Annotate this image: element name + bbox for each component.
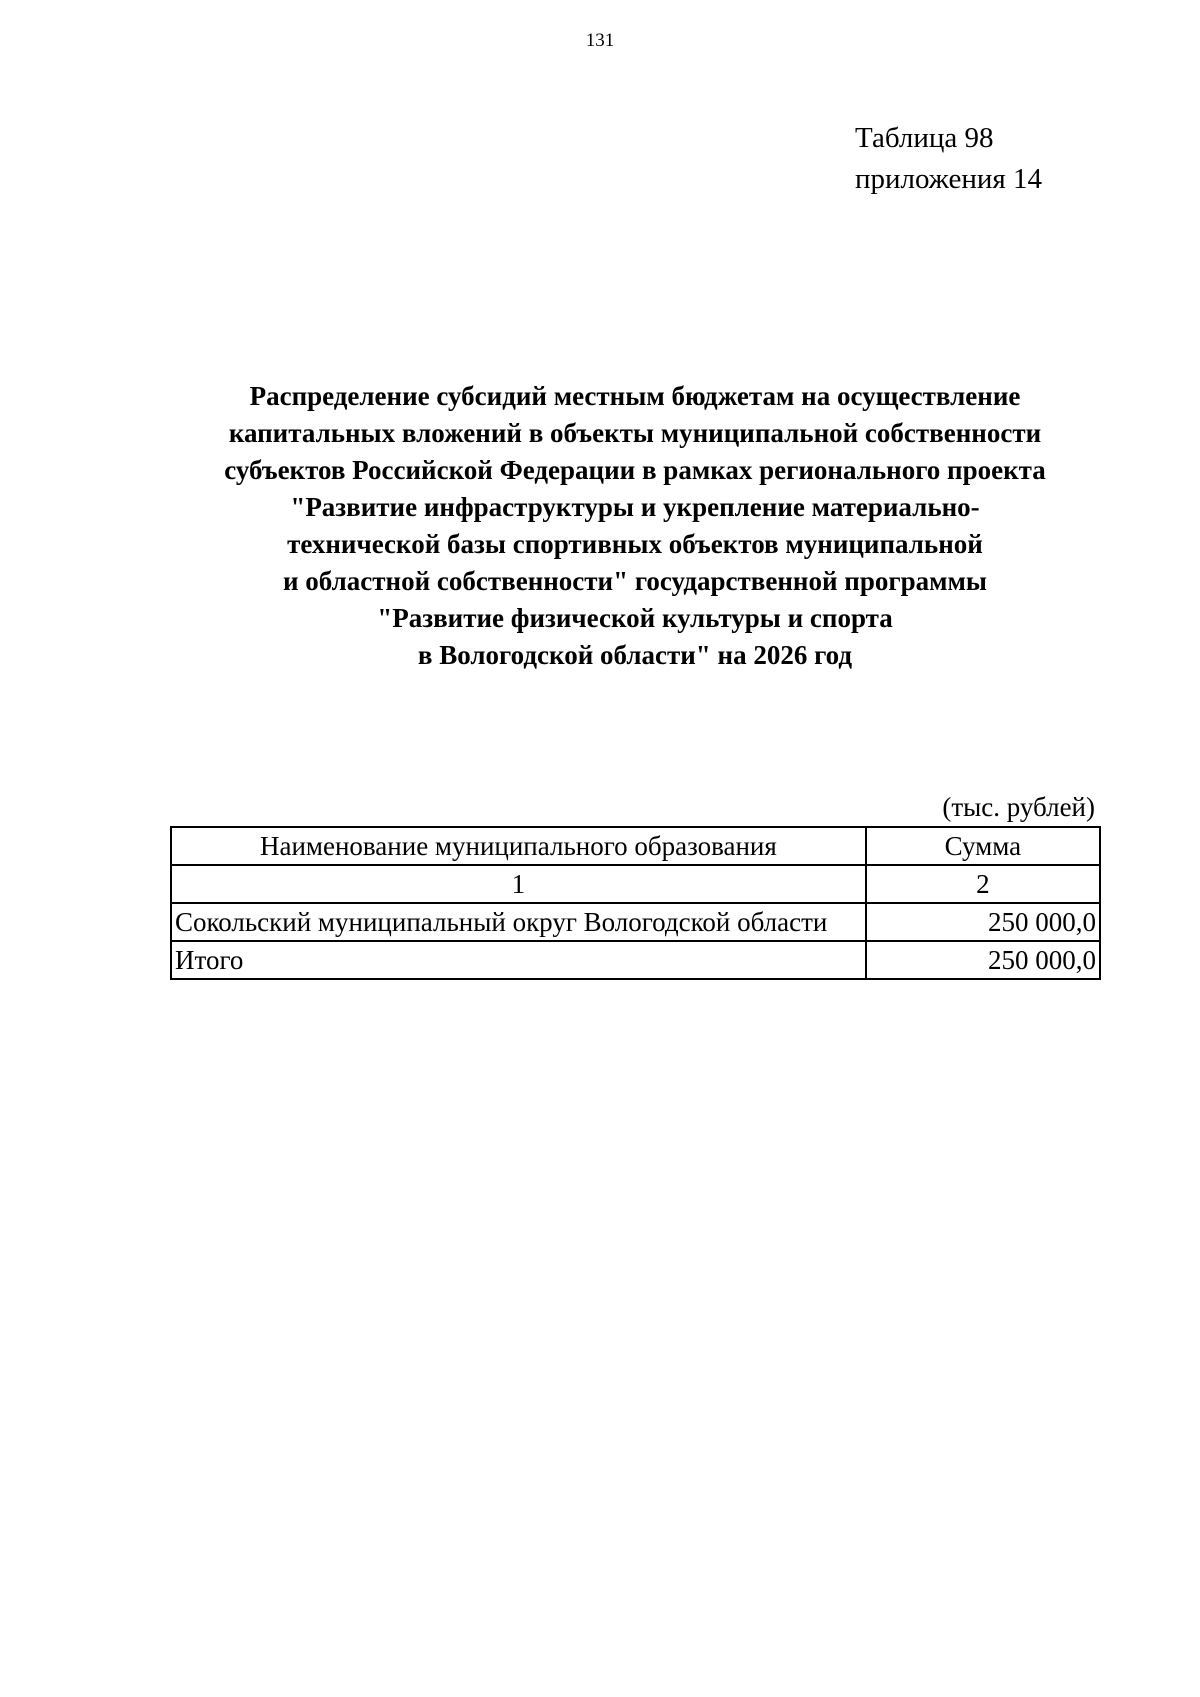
table-number: Таблица 98 xyxy=(855,122,994,154)
total-amount: 250 000,0 xyxy=(866,941,1100,979)
title-line: субъектов Российской Федерации в рамках регионального проекта xyxy=(224,455,1046,485)
table-row xyxy=(171,903,1100,941)
column-number-row xyxy=(171,865,1100,903)
document-title xyxy=(0,378,1200,674)
title-line: "Развитие инфраструктуры и укрепление материально- xyxy=(290,492,980,522)
municipality-name: Сокольский муниципальный округ Вологодской области xyxy=(171,903,866,941)
header-amount: Сумма xyxy=(866,827,1100,865)
units-label: (тыс. рублей) xyxy=(942,792,1095,822)
title-line: капитальных вложений в объекты муниципальной собственности xyxy=(228,418,1042,448)
title-line: технической базы спортивных объектов муниципальной xyxy=(287,529,983,559)
header-municipality: Наименование муниципального образования xyxy=(171,827,866,865)
total-row xyxy=(171,941,1100,979)
municipality-amount: 250 000,0 xyxy=(866,903,1100,941)
column-number-2: 2 xyxy=(866,865,1100,903)
title-line: "Развитие физической культуры и спорта xyxy=(377,603,893,633)
distribution-table xyxy=(170,826,1101,980)
table-reference xyxy=(855,118,1042,200)
title-line: и областной собственности" государственной программы xyxy=(283,566,987,596)
title-line: в Вологодской области" на 2026 год xyxy=(417,640,853,670)
appendix-number: приложения 14 xyxy=(855,163,1042,195)
column-number-1: 1 xyxy=(171,865,866,903)
total-label: Итого xyxy=(171,941,866,979)
table-header-row xyxy=(171,827,1100,865)
page-number: 131 xyxy=(585,30,615,51)
title-line: Распределение субсидий местным бюджетам на осуществление xyxy=(249,381,1021,411)
